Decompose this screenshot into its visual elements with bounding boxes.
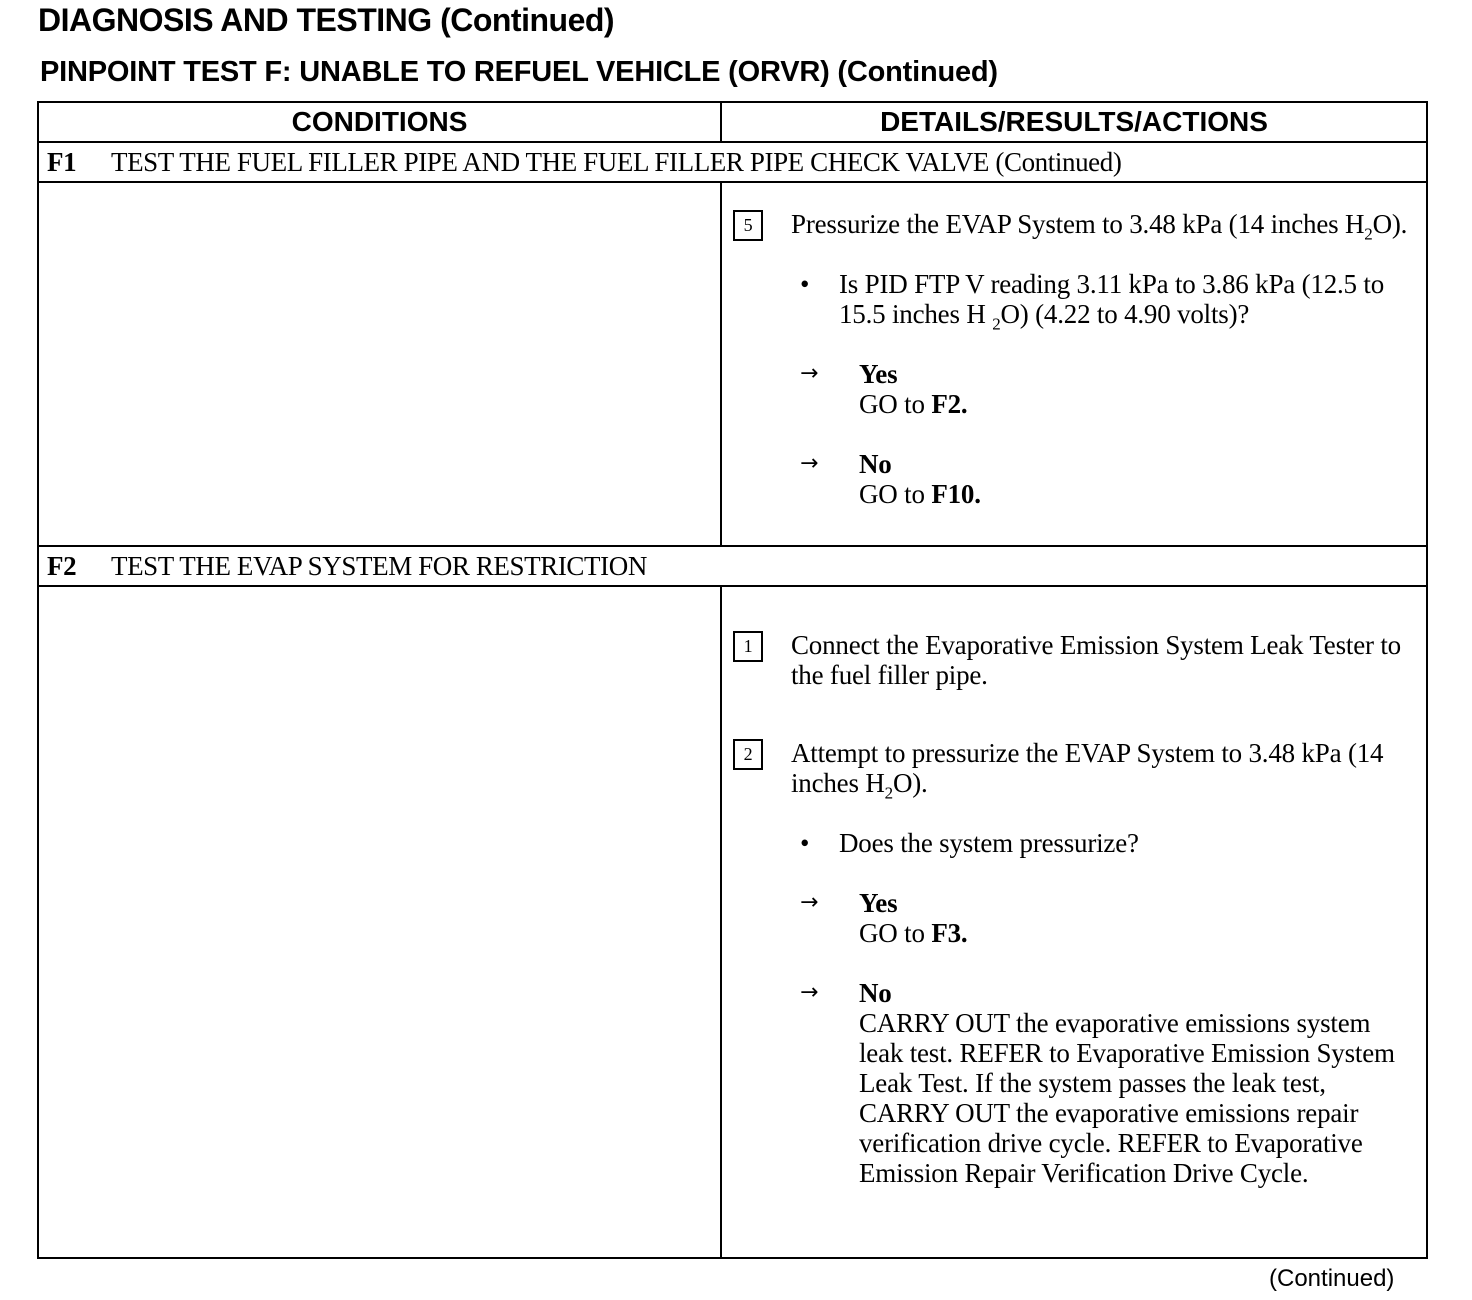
instruction-text-b: O). [1372,209,1408,239]
arrow-right-icon: → [800,890,819,915]
step-number-box: 1 [733,631,763,662]
result-text [859,888,1416,948]
step-id: F1 [47,146,77,177]
arrow-right-icon: → [800,361,819,386]
details-cell [721,586,1427,1258]
step-heading-row [38,142,1427,182]
step-title: TEST THE EVAP SYSTEM FOR RESTRICTION [111,550,647,581]
instruction-text-a: Pressurize the EVAP System to 3.48 kPa (14 inches H [791,209,1365,239]
instruction-text: Connect the Evaporative Emission System Leak Tester to the fuel filler pipe. [791,630,1401,690]
question-text: Does the system pressurize? [839,828,1139,858]
result-text [859,359,1416,419]
subscript: 2 [992,314,1001,334]
instruction-block [722,738,1426,803]
step-f2-heading [38,546,1427,586]
result-label: Yes [859,888,898,918]
result-target: F2. [931,389,968,419]
bullet-icon: • [800,269,810,299]
conditions-cell [38,586,721,1258]
result-yes [722,359,1426,419]
instruction-block [722,630,1426,690]
question-text-a: Is PID FTP V reading 3.11 kPa to 3.86 kPa (12.5 to 15.5 inches H [839,269,1385,329]
instruction-text-a: Attempt to pressurize the EVAP System to 3.48 kPa (14 inches H [791,738,1384,798]
result-text [859,978,1416,1188]
result-text [859,449,1416,509]
column-header-row [38,102,1427,142]
step-content-row [38,586,1427,1258]
bullet-icon: • [800,828,810,858]
step-number-box: 2 [733,739,763,770]
result-target: F3. [931,918,968,948]
result-label: No [859,978,892,1008]
instruction-text [791,209,1418,244]
question-block [722,269,1426,334]
instruction-block [722,209,1426,244]
details-column-header: DETAILS/RESULTS/ACTIONS [721,102,1427,142]
result-yes [722,888,1426,948]
page-title: DIAGNOSIS AND TESTING (Continued) [38,2,615,38]
result-action: GO to [859,918,932,948]
result-no [722,978,1426,1188]
question-block [722,828,1426,858]
step-title: TEST THE FUEL FILLER PIPE AND THE FUEL FILLER PIPE CHECK VALVE (Continued) [111,146,1122,177]
result-label: No [859,449,892,479]
result-action: GO to [859,389,932,419]
result-action: CARRY OUT the evaporative emissions system leak test. REFER to Evaporative Emission System Leak Test. If the system passes the leak test, CARRY OUT the evaporative emissions repair verification drive cycle. REFER to Evaporative Emission Repair Verification Drive Cycle. [859,1008,1395,1188]
pinpoint-test-table [37,101,1428,1259]
result-no [722,449,1426,509]
result-action: GO to [859,479,932,509]
step-number-box: 5 [733,210,763,241]
instruction-text [791,738,1418,803]
instruction-text-b: O). [892,768,928,798]
step-f1-heading [38,142,1427,182]
arrow-right-icon: → [800,980,819,1005]
step-id: F2 [47,550,77,581]
question-text-b: O) (4.22 to 4.90 volts)? [1000,299,1250,329]
step-heading-row [38,546,1427,586]
continued-footer: (Continued) [1269,1265,1395,1292]
result-target: F10. [931,479,981,509]
conditions-column-header: CONDITIONS [38,102,721,142]
conditions-cell [38,182,721,546]
question-text [839,269,1418,334]
subscript: 2 [884,783,893,803]
step-content-row [38,182,1427,546]
details-cell [721,182,1427,546]
arrow-right-icon: → [800,451,819,476]
subscript: 2 [1364,224,1373,244]
pinpoint-test-title: PINPOINT TEST F: UNABLE TO REFUEL VEHICLE (ORVR) (Continued) [40,56,998,88]
result-label: Yes [859,359,898,389]
